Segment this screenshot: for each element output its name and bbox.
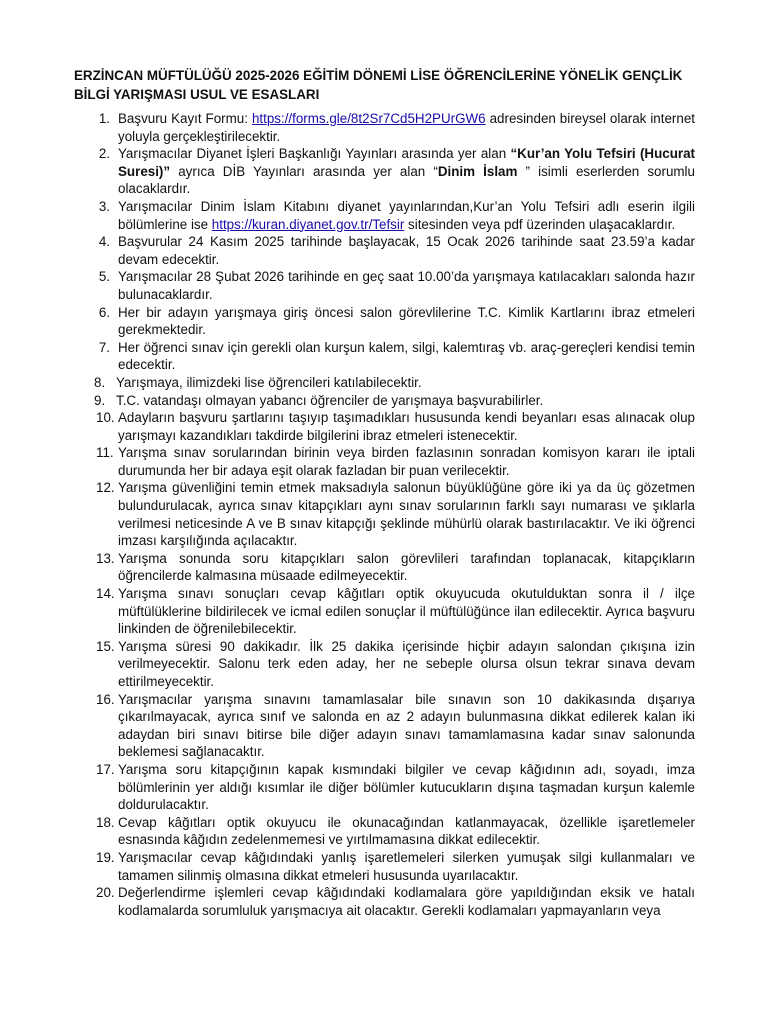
list-item (74, 550, 695, 585)
list-item-number: 5. (98, 269, 110, 285)
list-item-number: 6. (98, 304, 110, 320)
list-item-text: adresinden bireysel olarak internet yoluyla gerçekleştirilecektir. (118, 111, 695, 144)
list-item (74, 761, 695, 814)
list-item (74, 304, 695, 339)
list-item (74, 479, 695, 549)
list-item-text: ayrıca DİB Yayınları arasında yer alan “ (170, 163, 438, 179)
list-item-number: 20. (96, 885, 115, 901)
list-item-number: 9. (94, 392, 106, 408)
list-item-text: Yarışma güvenliğini temin etmek maksadıyla salonun büyüklüğüne göre iki ya da üç gözetmen bulundurulacak, ayrıca sınav kitapçıkları aynı sınav sorularının farklı sayı numarası ve şıklarla verilmesi neticesinde A ve B sınav kitapçığı şeklinde mühürlü olarak bastırılacaktır. Ve iki öğrenci imzası karşılığında açılacaktır. (118, 480, 695, 549)
list-item (74, 374, 695, 392)
list-item-number: 13. (96, 550, 115, 566)
list-item-text: Yarışma soru kitapçığının kapak kısmındaki bilgiler ve cevap kâğıdının adı, soyadı, imza bölümlerinin yer aldığı kısımlar ile diğer bölümler kutucukların dışına taşmadan kurşun kalemle doldurulacaktır. (118, 761, 695, 813)
list-item-text: Yarışma sınavı sonuçları cevap kâğıtları optik okuyucuda okutulduktan sonra il / ilçe müftülüklerine bildirilecek ve icmal edilen sonuçlar il müftülüğünce ilan edilecektir. Ayrıca başvuru linkinden de öğrenilebilecektir. (118, 586, 695, 637)
list-item-text: Değerlendirme işlemleri cevap kâğıdındaki kodlamalara göre yapıldığından eksik ve hatalı kodlamalarda sorumluluk yarışmacıya ait olacaktır. Gerekli kodlamaları yapmayanların veya (118, 885, 695, 918)
list-item (74, 585, 695, 638)
list-item-text: Yarışmacılar yarışma sınavını tamamlasalar bile sınavın son 10 dakikasında dışarıya çıkarılmayacak, ayrıca sınıf ve salonda en az 2 adayın bulunmasına dikkat edilerek kalan iki adaydan biri sınavı bitirse bile diğer adayın sınavı tamamlamasına kadar sınav salonunda beklemesi sağlanacaktır. (118, 691, 695, 760)
list-item-number: 11. (96, 445, 114, 461)
list-item-number: 1. (98, 111, 110, 126)
list-item-number: 8. (94, 374, 106, 390)
emphasized-text: Dinim İslam (437, 163, 526, 179)
rules-list (74, 110, 695, 919)
list-item (74, 145, 695, 198)
list-item-number: 7. (98, 339, 110, 355)
list-item-text: Yarışma sınav sorularından birinin veya birden fazlasının sonradan komisyon kararı ile iptali durumunda her bir adaya eşit olarak fazladan bir puan verilecektir. (118, 445, 695, 478)
list-item-number: 16. (96, 691, 115, 707)
list-item-number: 18. (96, 814, 115, 830)
list-item (74, 849, 695, 884)
list-item-text: Başvuru Kayıt Formu: (118, 111, 252, 126)
list-item-number: 14. (96, 586, 115, 602)
list-item (74, 444, 695, 479)
list-item-number: 17. (96, 761, 115, 777)
list-item-text: sitesinden veya pdf üzerinden ulaşacaklardır. (404, 216, 676, 232)
list-item-text: Cevap kâğıtları optik okuyucu ile okunacağından katlanmayacak, özellikle işaretlemeler esnasında kâğıdın zedelenmemesi ve yırtılmamasına dikkat edilecektir. (118, 814, 695, 848)
list-item-text: Her bir adayın yarışmaya giriş öncesi salon görevlilerine T.C. Kimlik Kartlarını ibraz etmeleri gerekmektedir. (118, 304, 695, 338)
list-item-number: 4. (98, 234, 110, 250)
list-item (74, 691, 695, 761)
list-item-text: Yarışma süresi 90 dakikadır. İlk 25 dakika içerisinde hiçbir adayın salondan çıkışına izin verilmeyecektir. Salonu terk eden aday, her ne sebeple olursa olsun tekrar sınava devam ettirilmeyecektir. (118, 638, 695, 689)
list-item-number: 19. (96, 849, 115, 865)
list-item-text: Başvurular 24 Kasım 2025 tarihinde başlayacak, 15 Ocak 2026 tarihinde saat 23.59’a kadar devam edecektir. (118, 234, 695, 267)
list-item-number: 15. (96, 638, 115, 654)
document-title: ERZİNCAN MÜFTÜLÜĞÜ 2025-2026 EĞİTİM DÖNEMİ LİSE ÖĞRENCİLERİNE YÖNELİK GENÇLİK BİLGİ YARIŞMASI USUL VE ESASLARI (74, 68, 683, 102)
list-item-text: Yarışmaya, ilimizdeki lise öğrencileri katılabilecektir. (116, 374, 422, 390)
list-item-number: 3. (98, 198, 110, 214)
list-item-number: 10. (96, 410, 115, 426)
list-item (74, 392, 695, 410)
list-item-text: Yarışmacılar Diyanet İşleri Başkanlığı Yayınları arasında yer alan (118, 146, 511, 162)
list-item-number: 12. (96, 480, 115, 496)
list-item (74, 814, 695, 849)
list-item-text: ” isimli eserlerden sorumlu olacaklardır. (118, 163, 695, 197)
list-item-number: 2. (98, 146, 110, 162)
list-item (74, 339, 695, 374)
list-item-text: Adayların başvuru şartlarını taşıyıp taşımadıkları hususunda kendi beyanları esas alınacak olup yarışmayı kazandıkları takdirde bilgilerini ibraz etmeleri istenecektir. (118, 410, 695, 443)
url-link[interactable]: https://kuran.diyanet.gov.tr/Tefsir (211, 216, 405, 232)
list-item-text: Yarışmacılar Dinim İslam Kitabını diyanet yayınlarından,Kur’an Yolu Tefsiri adlı eserin ilgili bölümlerine ise (118, 198, 695, 232)
list-item (74, 884, 695, 919)
list-item (74, 409, 695, 444)
list-item (74, 198, 695, 233)
list-item (74, 110, 695, 145)
list-item-text: Yarışmacılar 28 Şubat 2026 tarihinde en geç saat 10.00’da yarışmaya katılacakları salonda hazır bulunacaklardır. (118, 269, 695, 302)
list-item-text: T.C. vatandaşı olmayan yabancı öğrenciler de yarışmaya başvurabilirler. (116, 392, 544, 408)
list-item-text: Yarışmacılar cevap kâğıdındaki yanlış işaretlemeleri silerken yumuşak silgi kullanmaları ve tamamen silinmiş olmasına dikkat etmeleri hususunda uyarılacaktır. (118, 849, 695, 883)
emphasized-text: “Kur’an Yolu Tefsiri (Hucurat Suresi)” (118, 146, 695, 179)
list-item-text: Yarışma sonunda soru kitapçıkları salon görevlileri tarafından toplanacak, kitapçıkların öğrencilerde kalmasına müsaade edilmeyecektir. (118, 550, 695, 584)
list-item (74, 638, 695, 691)
list-item-text: Her öğrenci sınav için gerekli olan kurşun kalem, silgi, kalemtıraş vb. araç-gereçleri kendisi temin edecektir. (118, 339, 695, 373)
list-item (74, 233, 695, 268)
list-item (74, 268, 695, 303)
url-link[interactable]: https://forms.gle/8t2Sr7Cd5H2PUrGW6 (251, 111, 486, 126)
